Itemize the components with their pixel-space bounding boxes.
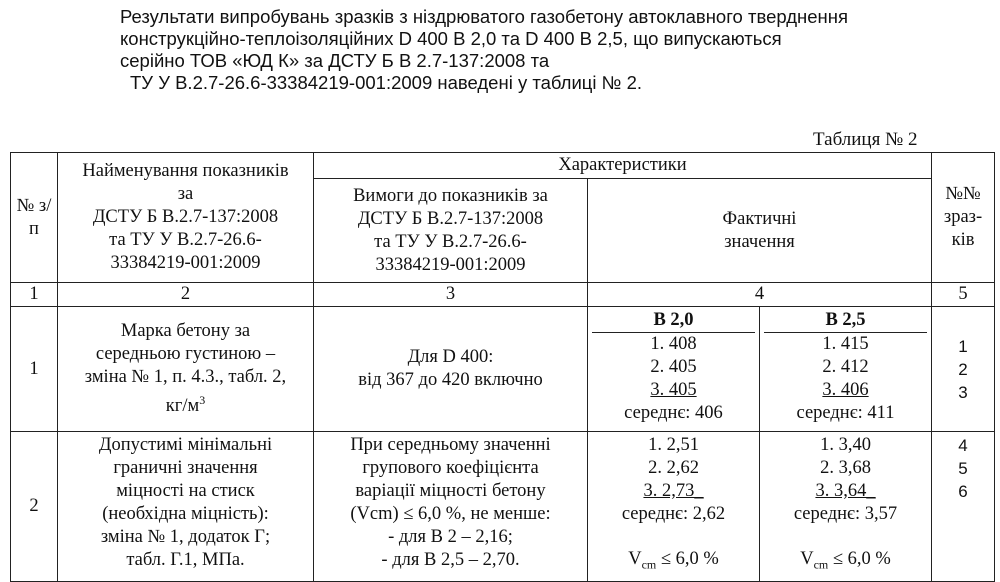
row2-samples: 4 5 6 (932, 432, 995, 582)
row2-requirement: При середньому значенні групового коефіцієнта варіації міцності бетону (Vcm) ≤ 6,0 %, не менше: - для В 2 – 2,16; - для В 2,5 – 2,70. (314, 432, 588, 582)
header-requirements: Вимоги до показників за ДСТУ Б В.2.7-137:2008 та ТУ У В.2.7-26.6- 33384219-001:2009 (314, 179, 588, 283)
intro-line-1: Результати випробувань зразків з ніздрюватого газобетону автоклавного тверднення (120, 6, 848, 27)
intro-line-2: конструкційно-теплоізоляційних D 400 B 2,0 та D 400 B 2,5, що випускаються (120, 28, 782, 49)
colnum-4: 4 (588, 283, 932, 307)
intro-line-3: серійно ТОВ «ЮД К» за ДСТУ Б В 2.7-137:2008 та (120, 50, 550, 71)
row1-requirement: Для D 400: від 367 до 420 включно (314, 307, 588, 432)
header-no: № з/п (11, 153, 58, 283)
colnum-5: 5 (932, 283, 995, 307)
results-table (10, 152, 995, 582)
header-name: Найменування показників за ДСТУ Б В.2.7-137:2008 та ТУ У В.2.7-26.6- 33384219-001:2009 (58, 153, 314, 283)
header-samples: №№ зраз- ків (932, 153, 995, 283)
intro-line-4: ТУ У В.2.7-26.6-33384219-001:2009 наведені у таблиці № 2. (130, 72, 643, 93)
table-caption: Таблиця № 2 (813, 129, 918, 150)
row1-samples: 1 2 3 (932, 307, 995, 432)
colnum-1: 1 (11, 283, 58, 307)
colnum-3: 3 (314, 283, 588, 307)
colnum-2: 2 (58, 283, 314, 307)
row1-no: 1 (11, 307, 58, 432)
row1-b20-values: В 2,0 1. 408 2. 405 3. 405 середнє: 406 (588, 307, 760, 432)
row1-b25-values: В 2,5 1. 415 2. 412 3. 406 середнє: 411 (760, 307, 932, 432)
row2-b20-values: 1. 2,51 2. 2,62 3. 2,73_ середнє: 2,62 $V_{cm} \le 6,0$ % (588, 432, 760, 582)
header-actual: Фактичні значення (588, 179, 932, 283)
row2-b25-values: 1. 3,40 2. 3,68 3. 3,64_ середнє: 3,57 $V_{cm} \le 6,0$ % (760, 432, 932, 582)
row2-no: 2 (11, 432, 58, 582)
intro-text (100, 6, 980, 94)
header-characteristics: Характеристики (314, 153, 932, 179)
row2-name: Допустимі мінімальні граничні значення міцності на стиск (необхідна міцність): зміна № 1, додаток Г; табл. Г.1, МПа. (58, 432, 314, 582)
row1-name: Марка бетону за середньою густиною – зміна № 1, п. 4.3., табл. 2, $кг/м^3$ (58, 307, 314, 432)
